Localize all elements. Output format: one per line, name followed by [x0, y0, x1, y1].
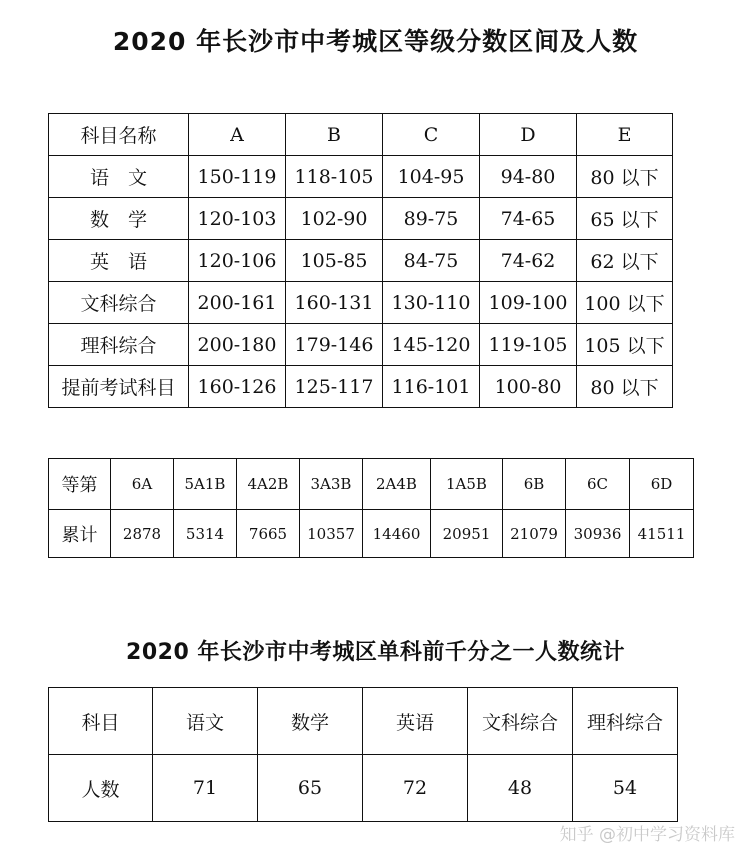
- subject-cell: 语文: [153, 688, 258, 755]
- watermark-text: 知乎 @初中学习资料库: [559, 825, 735, 845]
- score-range-cell: 120-106: [189, 240, 286, 282]
- cumulative-count-cell: 2878: [111, 510, 174, 558]
- cumulative-count-cell: 7665: [237, 510, 300, 558]
- score-range-cell: 89-75: [383, 198, 480, 240]
- student-count-cell: 48: [468, 755, 573, 822]
- score-range-cell: 160-131: [286, 282, 383, 324]
- score-range-cell: 160-126: [189, 366, 286, 408]
- score-range-cell: 130-110: [383, 282, 480, 324]
- table-row: [49, 198, 673, 240]
- subject-cell: 文科综合: [468, 688, 573, 755]
- cumulative-count-cell: 41511: [630, 510, 694, 558]
- subject-name-cell: 文科综合: [49, 282, 189, 324]
- student-count-cell: 71: [153, 755, 258, 822]
- score-range-cell: 100 以下: [577, 282, 673, 324]
- score-range-cell: 74-65: [480, 198, 577, 240]
- cumulative-count-cell: 14460: [363, 510, 431, 558]
- column-header: C: [383, 114, 480, 156]
- score-range-cell: 84-75: [383, 240, 480, 282]
- student-count-cell: 65: [258, 755, 363, 822]
- subject-header-row: [49, 688, 678, 755]
- score-range-cell: 118-105: [286, 156, 383, 198]
- score-range-cell: 105-85: [286, 240, 383, 282]
- score-range-cell: 179-146: [286, 324, 383, 366]
- score-range-cell: 119-105: [480, 324, 577, 366]
- subject-cell: 理科综合: [573, 688, 678, 755]
- cumulative-count-table: [48, 458, 694, 558]
- table-row: [49, 156, 673, 198]
- grade-combo-cell: 6C: [566, 459, 630, 510]
- score-range-cell: 109-100: [480, 282, 577, 324]
- student-count-cell: 54: [573, 755, 678, 822]
- score-range-cell: 145-120: [383, 324, 480, 366]
- column-header: B: [286, 114, 383, 156]
- grade-combo-cell: 4A2B: [237, 459, 300, 510]
- subject-name-cell: 数 学: [49, 198, 189, 240]
- table-row: [49, 240, 673, 282]
- cumulative-count-cell: 30936: [566, 510, 630, 558]
- grade-combo-cell: 2A4B: [363, 459, 431, 510]
- column-header: 科目名称: [49, 114, 189, 156]
- score-range-cell: 200-180: [189, 324, 286, 366]
- cumulative-count-cell: 10357: [300, 510, 363, 558]
- score-range-cell: 62 以下: [577, 240, 673, 282]
- cumulative-count-cell: 21079: [503, 510, 566, 558]
- student-count-cell: 72: [363, 755, 468, 822]
- score-range-cell: 100-80: [480, 366, 577, 408]
- grade-combo-cell: 5A1B: [174, 459, 237, 510]
- subject-name-cell: 理科综合: [49, 324, 189, 366]
- cumulative-row: [49, 510, 694, 558]
- score-range-cell: 125-117: [286, 366, 383, 408]
- grade-combo-cell: 3A3B: [300, 459, 363, 510]
- score-range-cell: 80 以下: [577, 366, 673, 408]
- cumulative-count-cell: 5314: [174, 510, 237, 558]
- score-range-cell: 150-119: [189, 156, 286, 198]
- grade-range-table: [48, 113, 673, 408]
- score-range-cell: 102-90: [286, 198, 383, 240]
- subject-cell: 英语: [363, 688, 468, 755]
- score-range-cell: 94-80: [480, 156, 577, 198]
- page-title: 2020 年长沙市中考城区等级分数区间及人数: [112, 27, 639, 56]
- table-header-row: [49, 114, 673, 156]
- grade-level-row: [49, 459, 694, 510]
- subject-name-cell: 提前考试科目: [49, 366, 189, 408]
- row-label: 人数: [49, 755, 153, 822]
- section-title: 2020 年长沙市中考城区单科前千分之一人数统计: [126, 640, 625, 665]
- row-label: 等第: [49, 459, 111, 510]
- score-range-cell: 105 以下: [577, 324, 673, 366]
- top-permille-table: [48, 687, 678, 822]
- grade-combo-cell: 6B: [503, 459, 566, 510]
- score-range-cell: 116-101: [383, 366, 480, 408]
- subject-name-cell: 语 文: [49, 156, 189, 198]
- column-header: E: [577, 114, 673, 156]
- grade-combo-cell: 6D: [630, 459, 694, 510]
- table-row: [49, 324, 673, 366]
- score-range-cell: 104-95: [383, 156, 480, 198]
- table-row: [49, 282, 673, 324]
- row-label: 累计: [49, 510, 111, 558]
- subject-name-cell: 英 语: [49, 240, 189, 282]
- grade-combo-cell: 1A5B: [431, 459, 503, 510]
- score-range-cell: 65 以下: [577, 198, 673, 240]
- count-row: [49, 755, 678, 822]
- column-header: A: [189, 114, 286, 156]
- score-range-cell: 74-62: [480, 240, 577, 282]
- column-header: D: [480, 114, 577, 156]
- subject-cell: 数学: [258, 688, 363, 755]
- score-range-cell: 120-103: [189, 198, 286, 240]
- cumulative-count-cell: 20951: [431, 510, 503, 558]
- score-range-cell: 80 以下: [577, 156, 673, 198]
- table-row: [49, 366, 673, 408]
- score-range-cell: 200-161: [189, 282, 286, 324]
- row-label: 科目: [49, 688, 153, 755]
- grade-combo-cell: 6A: [111, 459, 174, 510]
